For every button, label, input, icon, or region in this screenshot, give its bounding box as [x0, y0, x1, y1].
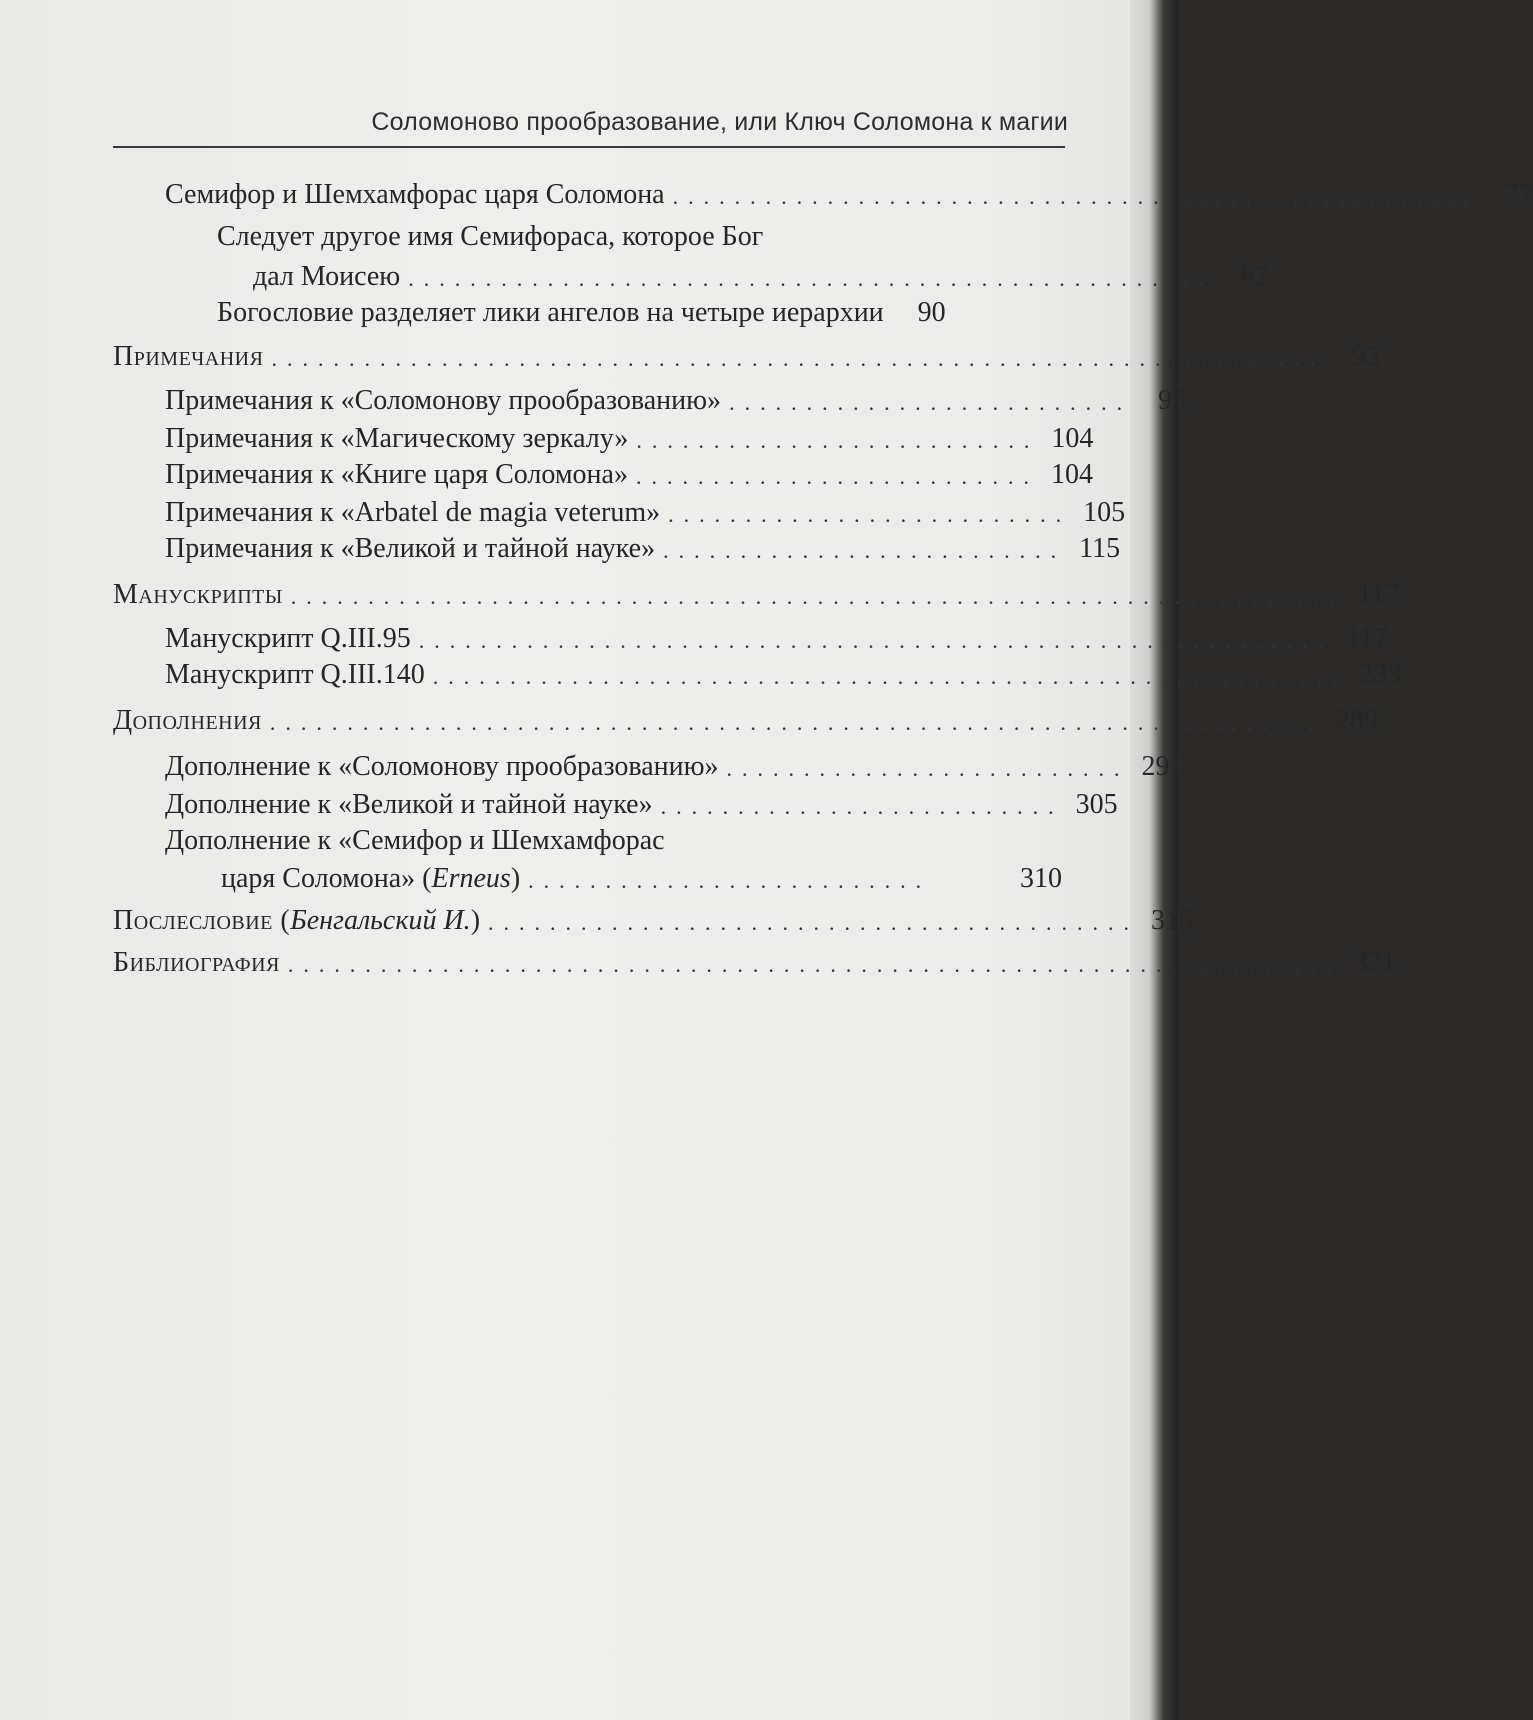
toc-entry-prim-2	[165, 422, 1094, 456]
leader-dots: ..........................	[660, 794, 1064, 819]
leader-dots: ..........................	[636, 428, 1040, 453]
leader-dots: ....................................................................	[287, 952, 1342, 977]
toc-page-number: 93	[1351, 341, 1380, 372]
leader-dots: ..........................	[663, 538, 1067, 563]
toc-entry-title: Примечания к «Arbatel de magia veterum»	[165, 497, 661, 528]
leader-dots: ..........................	[635, 464, 1039, 489]
leader-dots: ....................................................	[672, 184, 1479, 209]
leader-dots: ....................................................	[408, 266, 1215, 291]
toc-entry-title: Манускрипты	[113, 579, 283, 610]
toc-entry-prim-4	[165, 496, 1126, 530]
toc-entry-title: Примечания к «Книге царя Соломона»	[165, 459, 628, 490]
toc-entry-title: Библиография	[113, 947, 280, 978]
toc-page-number: 77	[1504, 179, 1533, 210]
toc-page-number: 104	[1050, 459, 1093, 490]
toc-entry-title: Манускрипт Q.III.140	[165, 659, 425, 690]
toc-entry-title: дал Моисею	[253, 261, 401, 292]
toc-entry-dop-3-line1: Дополнение к «Семифор и Шемхамфорас	[165, 825, 665, 856]
toc-entry-prim-3	[165, 458, 1093, 492]
toc-entry-title: Дополнение к «Великой и тайной науке»	[165, 789, 653, 820]
leader-dots: ....................................................................	[269, 710, 1324, 735]
toc-entry-sleduet	[253, 260, 1269, 294]
toc-entry-primechaniya	[113, 340, 1380, 374]
toc-entry-title: Примечания к «Магическому зеркалу»	[165, 423, 629, 454]
toc-entry-dopolneniya	[113, 704, 1378, 738]
toc-entry-manuskripty	[113, 578, 1399, 612]
leader-dots: ..........................	[668, 502, 1072, 527]
toc-entry-title: Примечания к «Великой и тайной науке»	[165, 533, 656, 564]
toc-page-number: 117	[1346, 623, 1388, 654]
leader-dots: ..........................................	[488, 910, 1140, 935]
leader-dots: ..........................	[726, 756, 1130, 781]
author-name: Erneus	[431, 863, 511, 894]
toc-page-number: 321	[1353, 947, 1396, 978]
toc-entry-bibliografiya	[113, 946, 1396, 980]
toc-page-number: 289	[1335, 705, 1378, 736]
leader-dots: ...........................................................	[418, 628, 1334, 653]
toc-page-number: 117	[1357, 579, 1399, 610]
toc-page-number: 115	[1079, 533, 1121, 564]
toc-entry-prim-5	[165, 532, 1121, 566]
toc-entry-semifor	[165, 178, 1533, 212]
author-name: Бенгальский И.	[290, 905, 471, 936]
toc-entry-dop-3	[221, 862, 1062, 896]
toc-page-number: 90	[917, 297, 946, 328]
toc-entry-title: Богословие разделяет лики ангелов на четыре иерархии	[217, 297, 884, 328]
toc-page-number: 315	[1151, 905, 1194, 936]
leader-dots: ....................................................................	[290, 584, 1345, 609]
toc-entry-prim-1	[165, 384, 1187, 418]
leader-dots: ..........................	[528, 868, 932, 893]
toc-entry-title: Семифор и Шемхамфорас царя Соломона	[165, 179, 665, 210]
toc-entry-title: Примечания	[113, 341, 264, 372]
toc-page-number: 104	[1051, 423, 1094, 454]
toc-entry-manu-2	[165, 658, 1402, 692]
toc-entry-title: царя Соломона» (Erneus)	[221, 863, 521, 894]
leader-dots: ....................................................................	[271, 346, 1326, 371]
toc-entry-posleslovie	[113, 904, 1194, 938]
toc-entry-title: Дополнение к «Соломонову прообразованию»	[165, 751, 719, 782]
toc-page-number: 105	[1083, 497, 1126, 528]
toc-page-number: 291	[1141, 751, 1184, 782]
running-head: Соломоново прообразование, или Ключ Соломона к магии	[371, 108, 1068, 136]
toc-page-number: 305	[1075, 789, 1118, 820]
toc-entry-dop-1	[165, 750, 1184, 784]
toc-entry-manu-1	[165, 622, 1388, 656]
toc-entry-title: Послесловие (Бенгальский И.)	[113, 905, 481, 936]
toc-entry-sleduet-line1: Следует другое имя Семифораса, которое Бог	[217, 221, 764, 252]
leader-dots: ...........................................................	[432, 664, 1348, 689]
toc-page-number: 310	[1020, 863, 1062, 894]
leader-dots: ..........................	[729, 390, 1133, 415]
toc-entry-title: Манускрипт Q.III.95	[165, 623, 411, 654]
toc-page-number: 82	[1240, 261, 1269, 292]
toc-page-number: 233	[1359, 659, 1402, 690]
toc-entry-title: Дополнения	[113, 705, 262, 736]
toc-entry-dop-2	[165, 788, 1118, 822]
toc-entry-bogoslovie	[217, 296, 1062, 330]
toc-entry-title: Примечания к «Соломонову прообразованию»	[165, 385, 722, 416]
toc-page-number: 95	[1158, 385, 1187, 416]
